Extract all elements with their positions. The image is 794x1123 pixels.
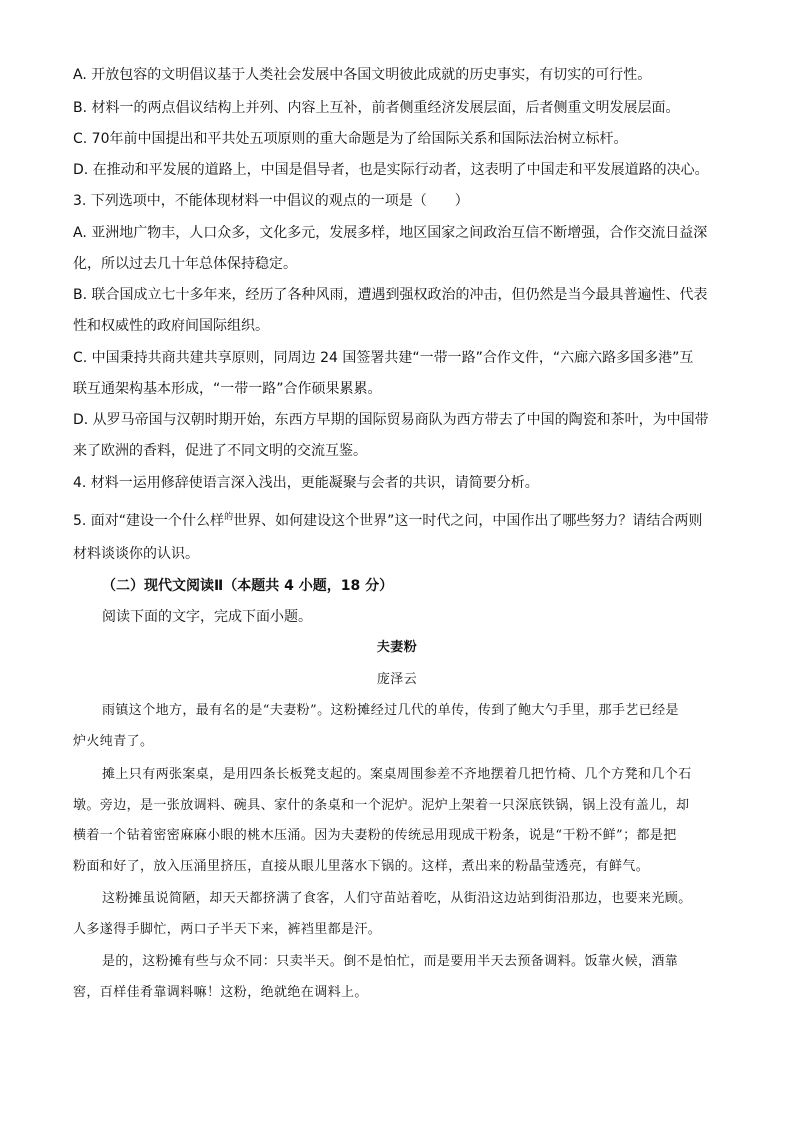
- q3-option-c-line1: C. 中国秉持共商共建共享原则，同周边 24 国签署共建“一带一路”合作文件，“六廊六路多国多港”互: [73, 350, 694, 366]
- q2-option-c: C. 70年前中国提出和平共处五项原则的重大命题是为了给国际关系和国际法治树立标杆。: [73, 131, 628, 147]
- q3-option-b-line1: B. 联合国成立七十多年来，经历了各种风雨，遭遇到强权政治的冲击，但仍然是当今最具普遍性、代表: [73, 287, 708, 303]
- q3-option-c-line2: 联互通架构基本形成，“一带一路”合作硕果累累。: [73, 381, 382, 397]
- section-instruction: 阅读下面的文字，完成下面小题。: [102, 609, 312, 625]
- story-p1-line1: 雨镇这个地方，最有名的是“夫妻粉”。这粉摊经过几代的单传，传到了鲍大勺手里，那手艺已经是: [102, 703, 679, 718]
- story-author: 庞泽云: [376, 672, 418, 687]
- q2-option-d: D. 在推动和平发展的道路上，中国是倡导者，也是实际行动者，这表明了中国走和平发展道路的决心。: [73, 162, 709, 178]
- q3-option-d-line2: 来了欧洲的香料，促进了不同文明的交流互鉴。: [73, 443, 367, 459]
- q5-line1-part-b: 世界、如何建设这个世界”这一时代之问，中国作出了哪些努力？请结合两则: [233, 513, 703, 529]
- q5-line1-part-a: 5. 面对“建设一个什么样: [73, 513, 225, 529]
- q5-superscript: 的: [224, 512, 234, 523]
- q3-option-a-line1: A. 亚洲地广物丰，人口众多，文化多元，发展多样，地区国家之间政治互信不断增强，合作交流日益深: [73, 225, 708, 241]
- q5-line2: 材料谈谈你的认识。: [73, 546, 199, 562]
- story-p1-line2: 炉火纯青了。: [73, 734, 154, 749]
- story-p2-line3: 横着一个钻着密密麻麻小眼的桃木压涌。因为夫妻粉的传统忌用现成干粉条，说是“干粉不鲜”；都是把: [73, 828, 677, 843]
- story-p4-line1: 是的，这粉摊有些与众不同：只卖半天。倒不是怕忙，而是要用半天去预备调料。饭靠火候，酒靠: [102, 954, 679, 969]
- q4-stem: 4. 材料一运用修辞使语言深入浅出，更能凝聚与会者的共识，请简要分析。: [73, 475, 539, 491]
- q3-option-b-line2: 性和权威性的政府间国际组织。: [73, 318, 269, 334]
- story-p3-line1: 这粉摊虽说简陋，却天天都挤满了食客，人们守苗站着吃，从街沿这边站到街沿那边，也要来光顾。: [102, 891, 692, 906]
- story-title: 夫妻粉: [376, 640, 418, 655]
- q3-option-a-line2: 化，所以过去几十年总体保持稳定。: [73, 256, 297, 272]
- q2-option-a: A. 开放包容的文明倡议基于人类社会发展中各国文明彼此成就的历史事实，有切实的可行性。: [73, 67, 652, 83]
- story-p4-line2: 窖，百样佳肴靠调料嘛！这粉，绝就绝在调料上。: [73, 985, 368, 1000]
- q3-option-d-line1: D. 从罗马帝国与汉朝时期开始，东西方早期的国际贸易商队为西方带去了中国的陶瓷和茶叶，为中国带: [73, 412, 709, 428]
- story-p2-line1: 摊上只有两张案桌，是用四条长板凳支起的。案桌周围参差不齐地摆着几把竹椅、几个方凳和几个石: [102, 767, 692, 782]
- section-title: （二）现代文阅读Ⅱ（本题共 4 小题，18 分）: [102, 578, 394, 594]
- q3-stem: 3. 下列选项中，不能体现材料一中倡议的观点的一项是（ ）: [73, 193, 469, 209]
- q5-line1: [73, 511, 702, 531]
- story-p2-line4: 粉面和好了，放入压涌里挤压，直接从眼儿里落水下锅的。这样，煮出来的粉晶莹透亮，有鲜气。: [73, 859, 650, 874]
- q2-option-b: B. 材料一的两点倡议结构上并列、内容上互补，前者侧重经济发展层面，后者侧重文明发展层面。: [73, 100, 680, 116]
- story-p2-line2: 墩。旁边，是一张放调料、碗具、家什的条桌和一个泥炉。泥炉上架着一只深底铁锅，锅上没有盖儿，却: [73, 798, 690, 813]
- story-p3-line2: 人多遂得手脚忙，两口子半天下来，裤裆里都是汗。: [73, 922, 382, 937]
